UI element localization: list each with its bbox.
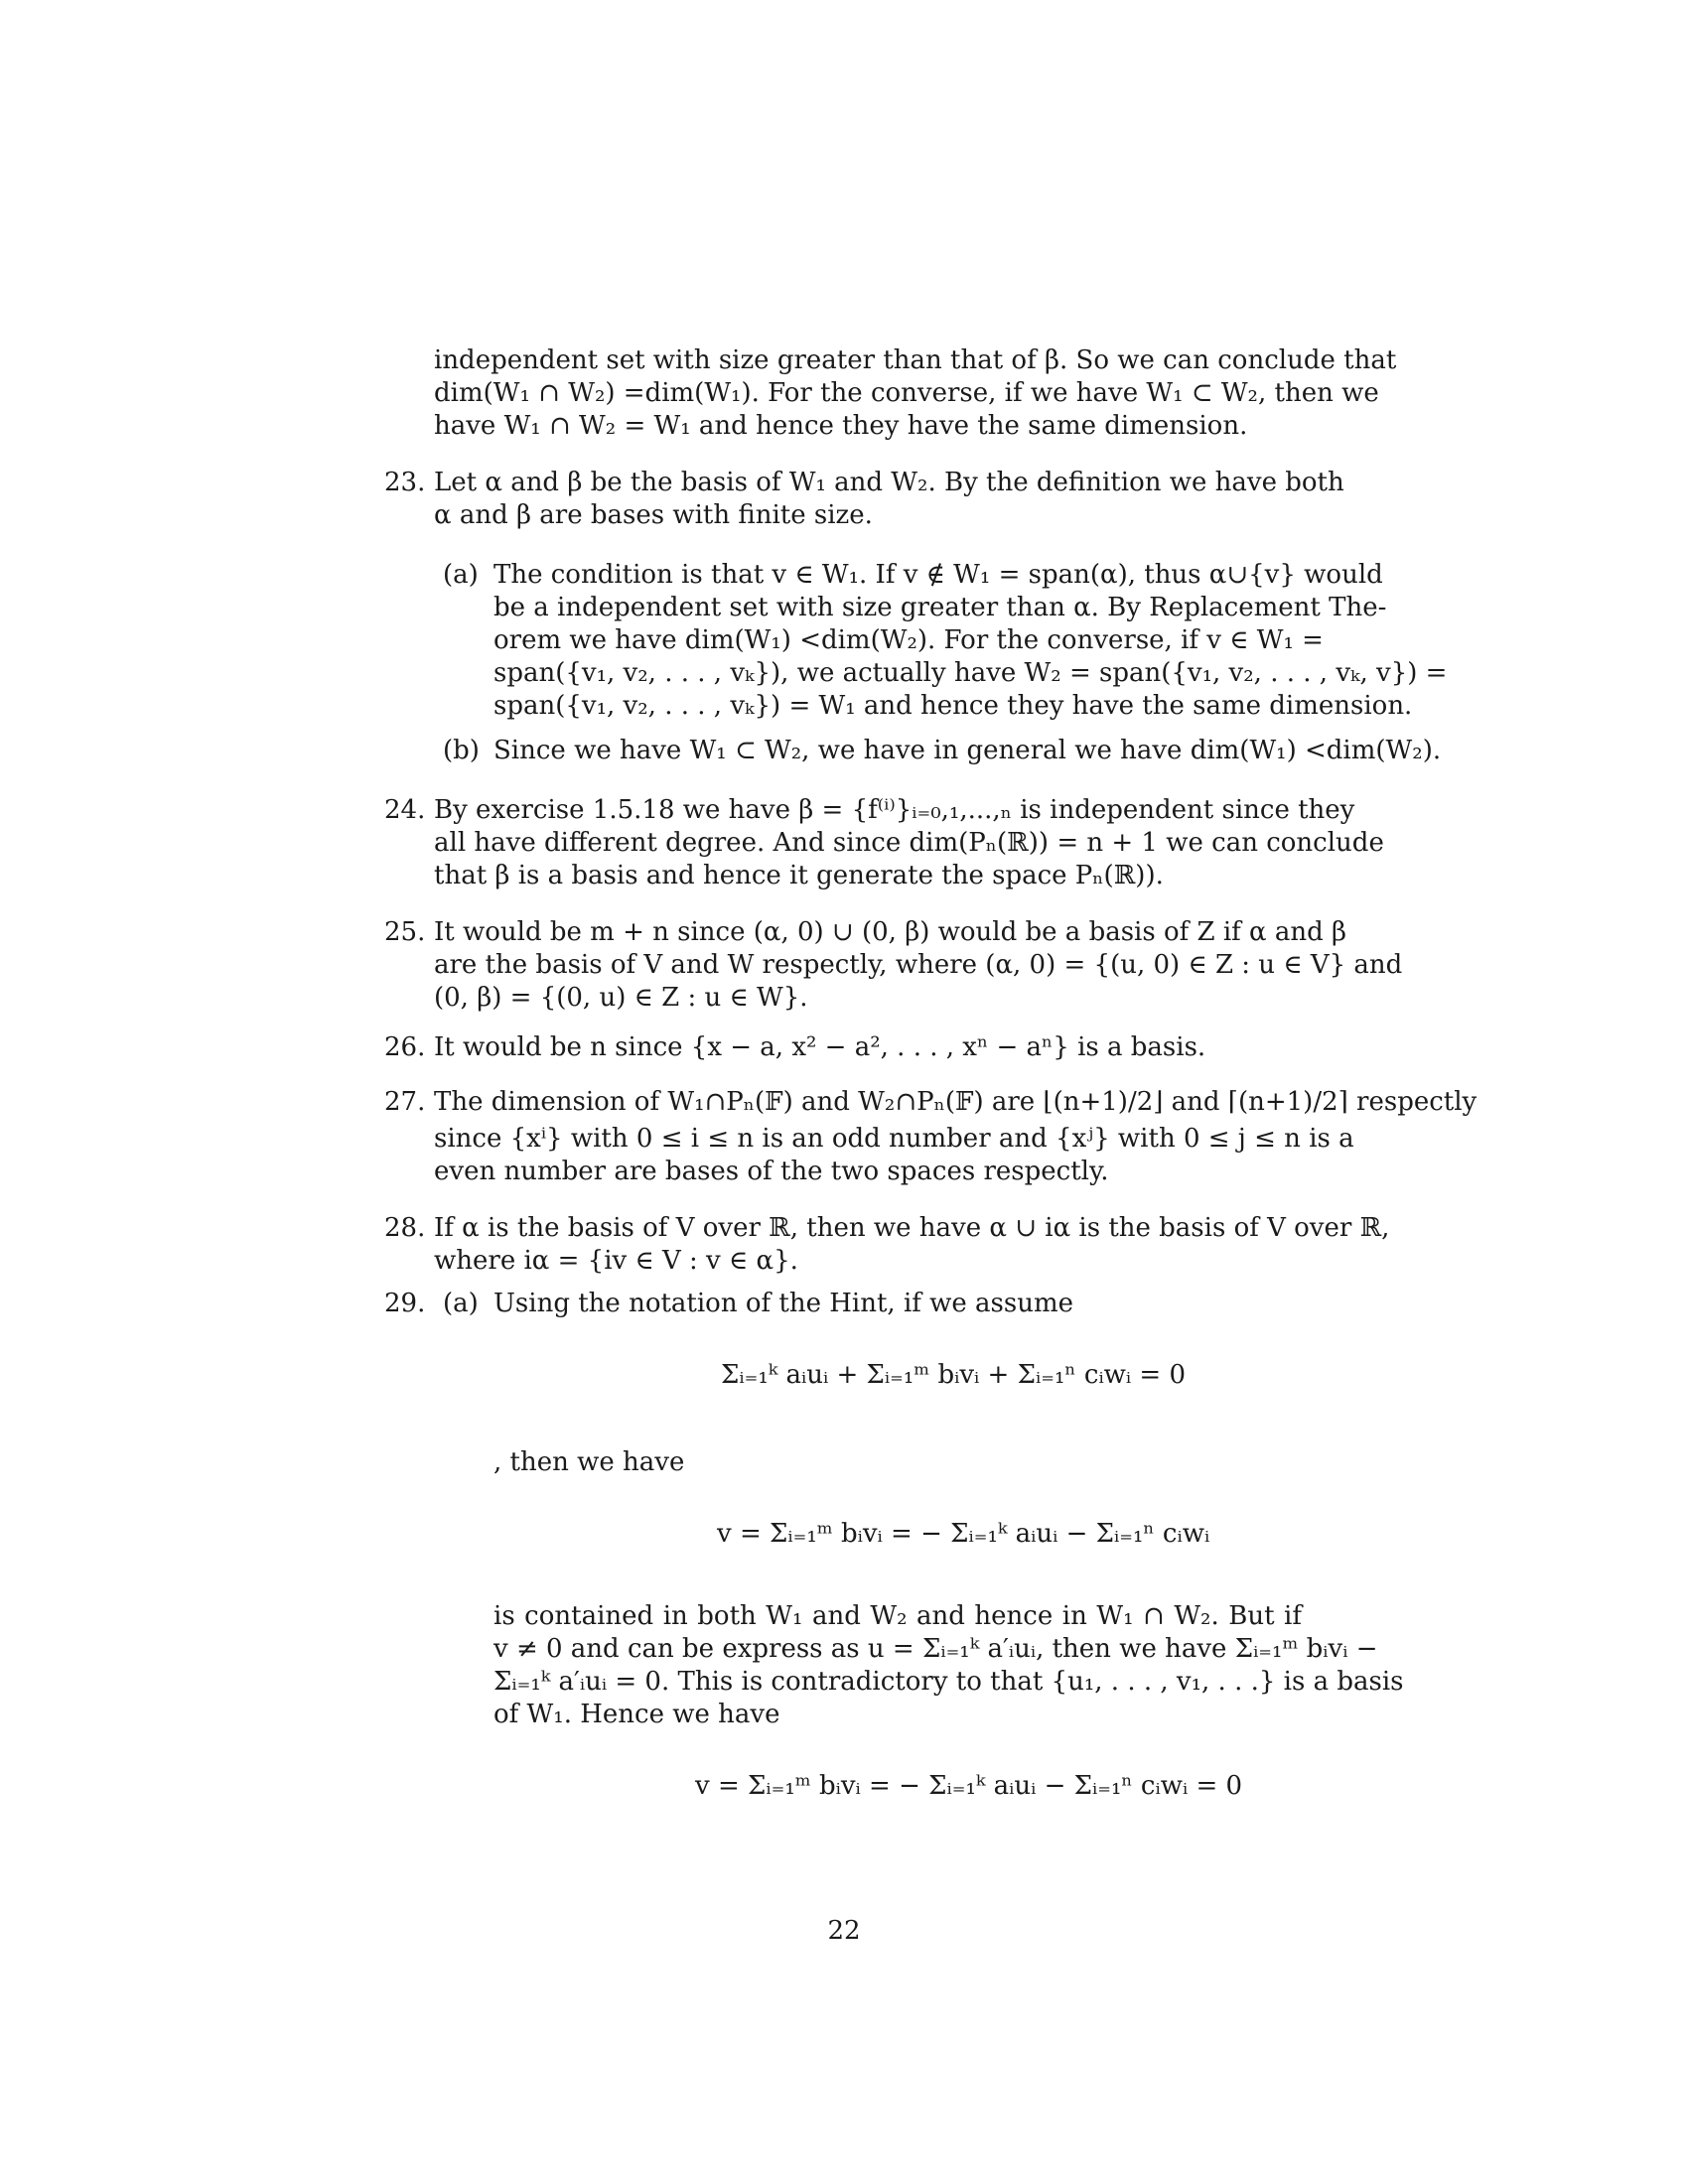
display-equation: Σᵢ₌₁ᵏ aᵢuᵢ + Σᵢ₌₁ᵐ bᵢvᵢ + Σᵢ₌₁ⁿ cᵢwᵢ = 0 <box>721 1360 1187 1390</box>
item-number: 26. <box>384 1032 426 1062</box>
item-number: 24. <box>384 795 426 825</box>
item-number: 28. <box>384 1213 426 1243</box>
item-line: since {xⁱ} with 0 ≤ i ≤ n is an odd number and {xʲ} with 0 ≤ j ≤ n is a <box>434 1124 1354 1154</box>
subitem-line: span({v₁, v₂, . . . , vₖ}) = W₁ and hence they have the same dimension. <box>493 691 1413 721</box>
item-number: 23. <box>384 468 426 497</box>
subitem-line: Using the notation of the Hint, if we assume <box>493 1289 1074 1318</box>
item-line: The dimension of W₁∩Pₙ(𝔽) and W₂∩Pₙ(𝔽) are ⌊(n+1)/2⌋ and ⌈(n+1)/2⌉ respectly <box>434 1087 1477 1117</box>
item-line: Let α and β be the basis of W₁ and W₂. By the definition we have both <box>434 468 1344 497</box>
subitem-line: Σᵢ₌₁ᵏ a′ᵢuᵢ = 0. This is contradictory to that {u₁, . . . , v₁, . . .} is a basis <box>493 1667 1404 1697</box>
item-line: (0, β) = {(0, u) ∈ Z : u ∈ W}. <box>434 983 808 1013</box>
subitem-label: (a) <box>443 560 479 590</box>
item-line: It would be n since {x − a, x² − a², . . . , xⁿ − aⁿ} is a basis. <box>434 1032 1206 1062</box>
paragraph-line: dim(W₁ ∩ W₂) =dim(W₁). For the converse, if we have W₁ ⊂ W₂, then we <box>434 378 1379 408</box>
subitem-label: (a) <box>443 1289 479 1318</box>
item-line: all have different degree. And since dim(Pₙ(ℝ)) = n + 1 we can conclude <box>434 828 1384 858</box>
display-equation: v = Σᵢ₌₁ᵐ bᵢvᵢ = − Σᵢ₌₁ᵏ aᵢuᵢ − Σᵢ₌₁ⁿ cᵢwᵢ <box>717 1519 1210 1549</box>
item-line: even number are bases of the two spaces respectly. <box>434 1157 1109 1186</box>
item-number: 27. <box>384 1087 426 1117</box>
subitem-line: The condition is that v ∈ W₁. If v ∉ W₁ = span(α), thus α∪{v} would <box>493 560 1383 590</box>
paragraph-line: have W₁ ∩ W₂ = W₁ and hence they have the same dimension. <box>434 411 1248 441</box>
subitem-line: of W₁. Hence we have <box>493 1700 780 1729</box>
subitem-line: orem we have dim(W₁) <dim(W₂). For the converse, if v ∈ W₁ = <box>493 625 1324 655</box>
subitem-line: Since we have W₁ ⊂ W₂, we have in general we have dim(W₁) <dim(W₂). <box>493 736 1442 765</box>
subitem-line: , then we have <box>493 1447 685 1477</box>
subitem-line: be a independent set with size greater than α. By Replacement The- <box>493 593 1387 622</box>
item-line: are the basis of V and W respectly, where (α, 0) = {(u, 0) ∈ Z : u ∈ V} and <box>434 950 1403 980</box>
item-line: By exercise 1.5.18 we have β = {f⁽ⁱ⁾}ᵢ₌₀,₁,...,ₙ is independent since they <box>434 795 1355 825</box>
item-line: where iα = {iv ∈ V : v ∈ α}. <box>434 1246 798 1276</box>
subitem-line: is contained in both W₁ and W₂ and hence in W₁ ∩ W₂. But if <box>493 1601 1302 1631</box>
item-line: α and β are bases with finite size. <box>434 500 873 530</box>
item-line: If α is the basis of V over ℝ, then we have α ∪ iα is the basis of V over ℝ, <box>434 1213 1390 1243</box>
item-number: 25. <box>384 917 426 947</box>
subitem-line: v ≠ 0 and can be express as u = Σᵢ₌₁ᵏ a′ᵢuᵢ, then we have Σᵢ₌₁ᵐ bᵢvᵢ − <box>493 1634 1378 1664</box>
page-number: 22 <box>827 1916 861 1946</box>
item-number: 29. <box>384 1289 426 1318</box>
subitem-line: span({v₁, v₂, . . . , vₖ}), we actually have W₂ = span({v₁, v₂, . . . , vₖ, v}) = <box>493 658 1448 688</box>
item-line: It would be m + n since (α, 0) ∪ (0, β) would be a basis of Z if α and β <box>434 917 1347 947</box>
item-line: that β is a basis and hence it generate the space Pₙ(ℝ)). <box>434 861 1164 890</box>
display-equation: v = Σᵢ₌₁ᵐ bᵢvᵢ = − Σᵢ₌₁ᵏ aᵢuᵢ − Σᵢ₌₁ⁿ cᵢwᵢ = 0 <box>695 1771 1243 1801</box>
paragraph-line: independent set with size greater than that of β. So we can conclude that <box>434 345 1397 375</box>
subitem-label: (b) <box>443 736 480 765</box>
